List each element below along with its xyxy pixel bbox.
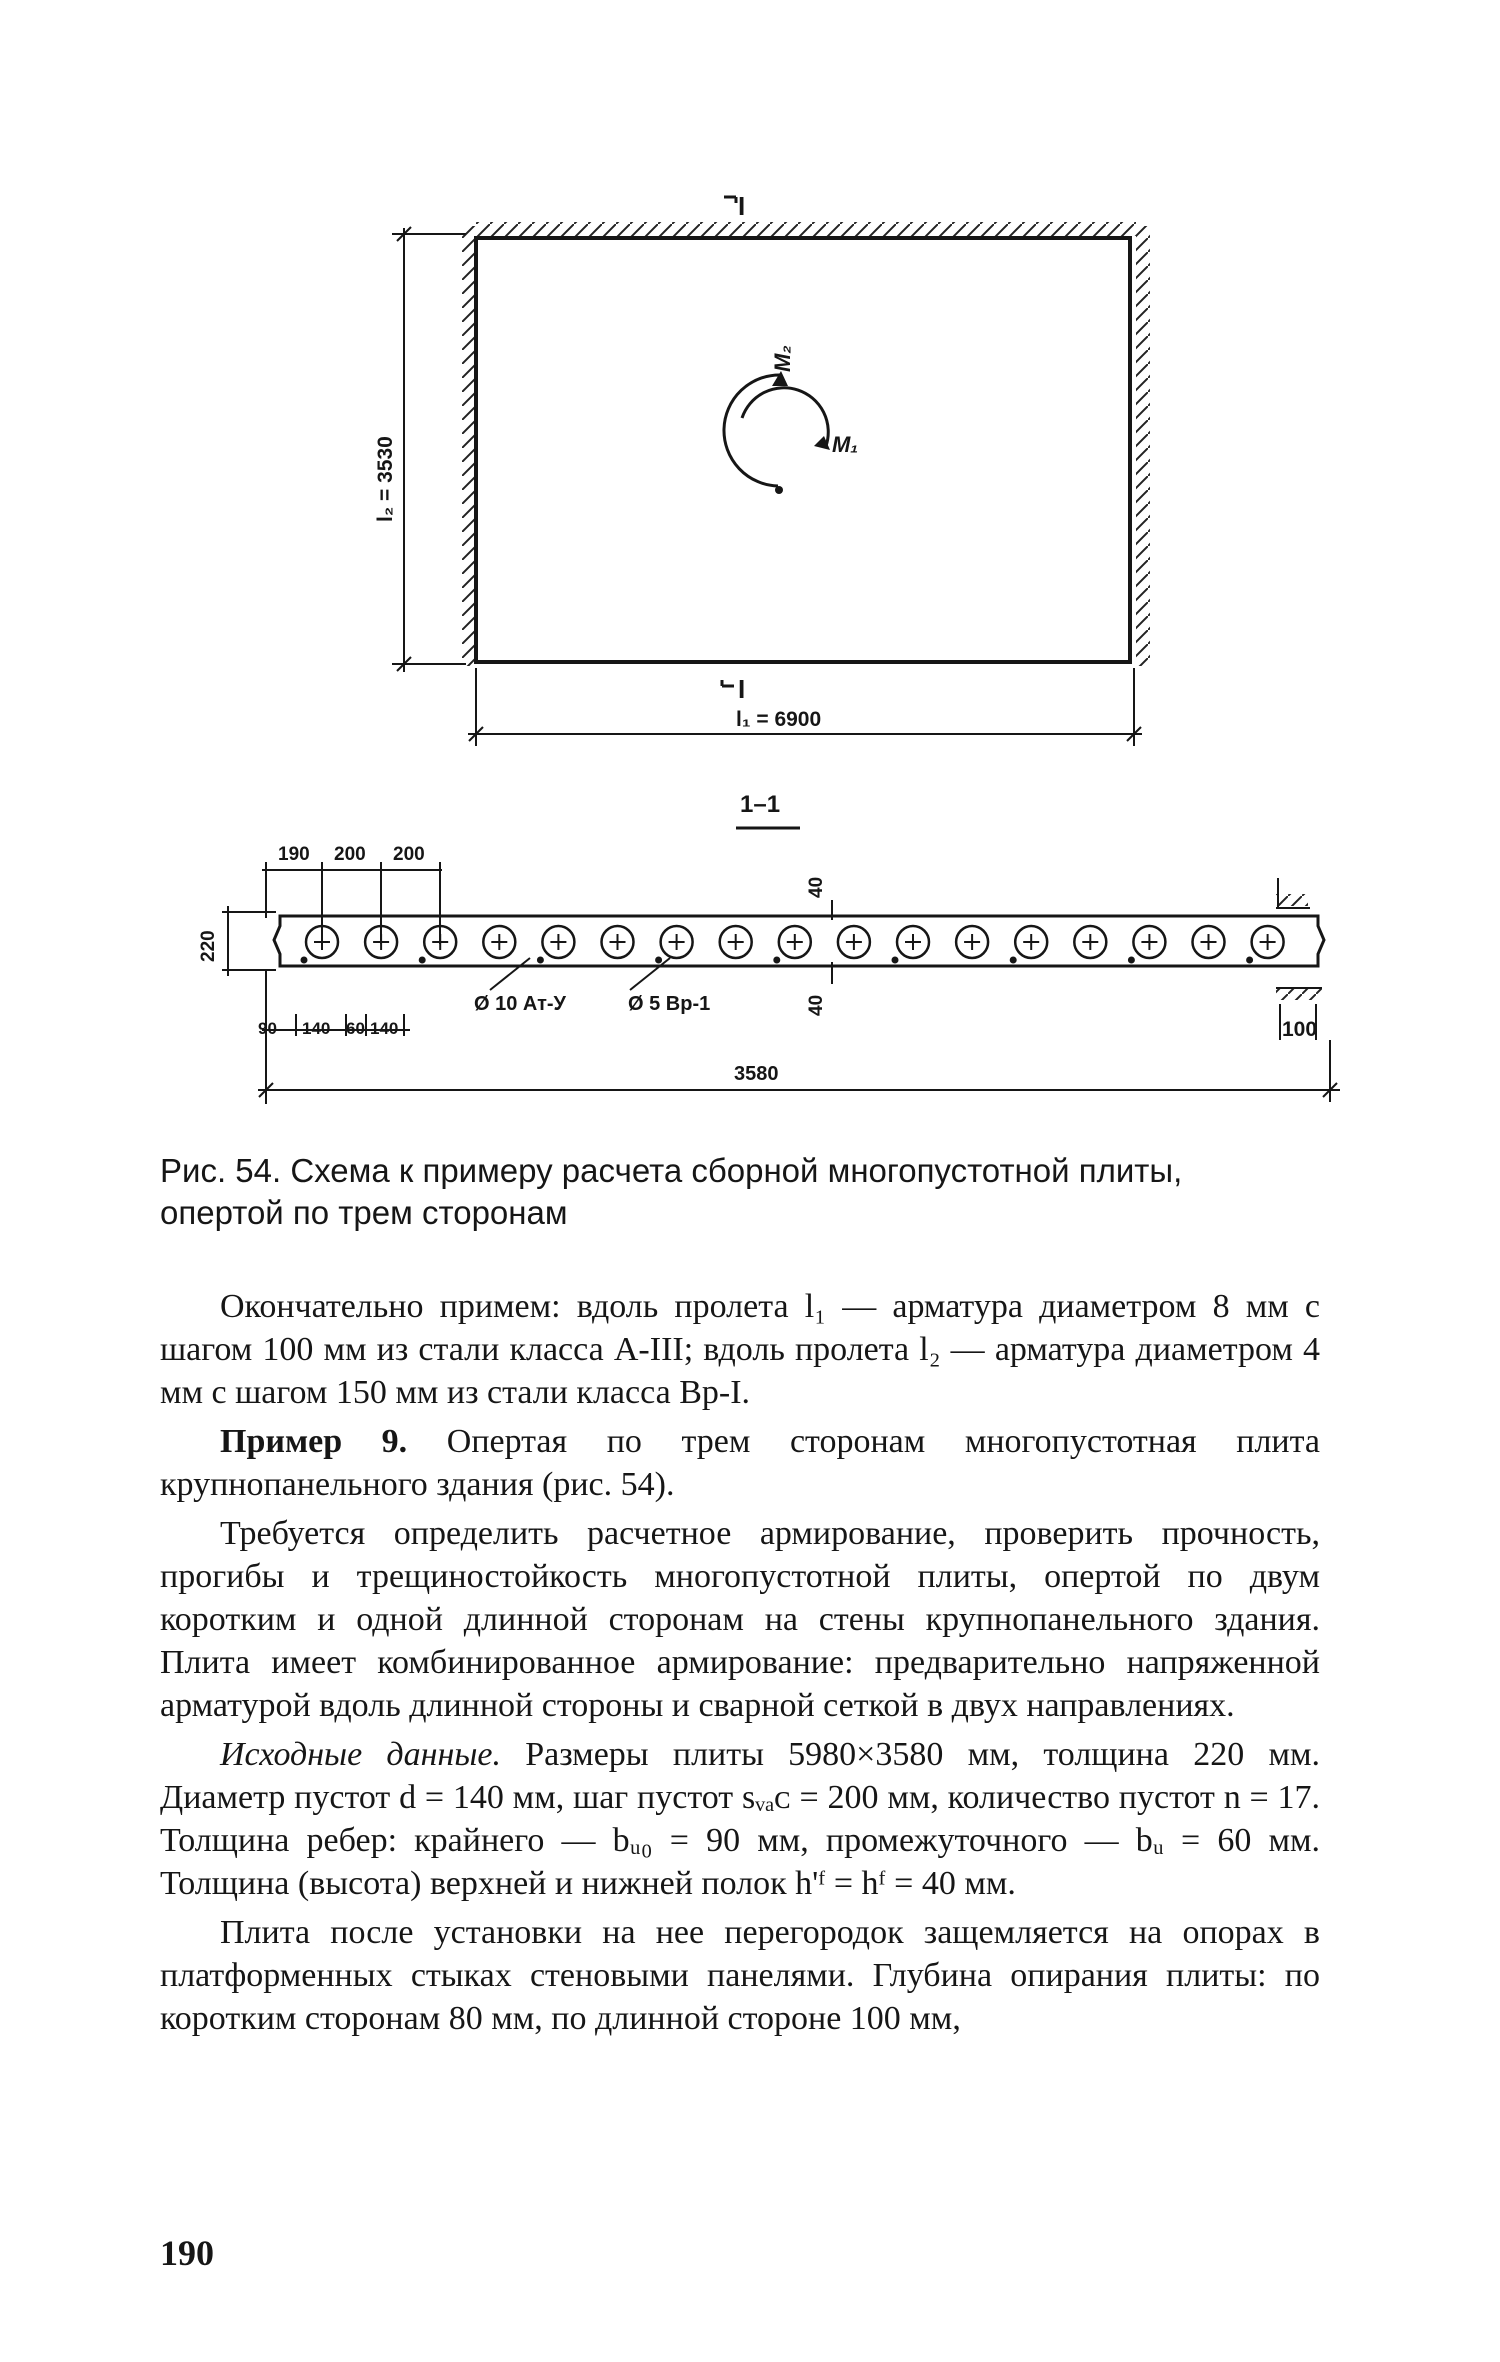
paragraph-5: Плита после установки на нее перегородок защемляется на опорах в платформенных стыках стеновыми панелями. Глубина опирания плиты: по коротким сторонам 80 мм, по длинной стороне 100 мм, (160, 1914, 1320, 2037)
hatch-top-support (476, 222, 1136, 236)
dim-support-label: 100 (1282, 1018, 1318, 1041)
figure-54 (0, 0, 1500, 1120)
dim-bottom-60: 60 (346, 1019, 365, 1038)
section-title: 1–1 (740, 791, 781, 818)
dim-support (1280, 1004, 1317, 1041)
dims-bottom-left (258, 970, 410, 1040)
void-4 (483, 926, 515, 958)
dim-l2-label: l₂ = 3530 (374, 436, 397, 522)
rebar-dot (301, 957, 308, 964)
hatch-right-support (1136, 226, 1150, 666)
rebar-dot (537, 957, 544, 964)
example-9-heading: Пример 9. (220, 1423, 408, 1460)
dim-top-200-b: 200 (393, 844, 425, 865)
section-mark-top-label: I (738, 191, 746, 221)
rebar-dot (892, 957, 899, 964)
dim-bottom-140-b: 140 (370, 1019, 399, 1038)
figure-caption (160, 1150, 1320, 1234)
dim-flange-top: 40 (806, 876, 827, 898)
dim-top-200-a: 200 (334, 844, 366, 865)
rebar-dot (1246, 957, 1253, 964)
section-mark-top (724, 191, 745, 221)
initial-data-heading: Исходные данные. (220, 1736, 501, 1773)
void-10 (838, 926, 870, 958)
plan-view (374, 191, 1150, 746)
rebar-dot (655, 957, 662, 964)
hatch-left-support (462, 226, 476, 666)
dim-l2 (374, 227, 466, 672)
dim-bottom-90: 90 (258, 1019, 277, 1038)
dim-l1-label: l₁ = 6900 (736, 708, 822, 731)
section-view (198, 791, 1340, 1104)
void-12 (956, 926, 988, 958)
dim-height-label: 220 (198, 930, 219, 962)
paragraph-4 (160, 1733, 1320, 1905)
paragraph-4-text: Размеры плиты 5980×3580 мм, толщина 220 мм. Диаметр пустот d = 140 мм, шаг пустот sᵥₐᴄ = 200 мм, количество пустот n = 17. Толщина ребер: крайнего — bᵤ₀ = 90 мм, промежуточного — bᵤ = 60 мм. Толщина (высота) верхней и нижней полок h'ᶠ = hᶠ = 40 мм. (160, 1736, 1320, 1902)
section-mark-bottom-label: I (738, 674, 746, 704)
rebar-dot (773, 957, 780, 964)
dim-total-width (258, 1040, 1340, 1104)
paragraph-2-text: Опертая по трем сторонам многопустотная плита крупнопанельного здания (рис. 54). (160, 1423, 1320, 1503)
dim-top-190: 190 (278, 844, 310, 865)
body-text (160, 1285, 1320, 2046)
rebar-main-label: Ø 10 Ат-У (474, 993, 566, 1015)
caption-line-2: опертой по трем сторонам (160, 1194, 568, 1231)
caption-line-1: Рис. 54. Схема к примеру расчета сборной многопустотной плиты, (160, 1152, 1183, 1189)
rebar-dot (419, 957, 426, 964)
dim-l1 (468, 668, 1142, 746)
slab-outline (476, 238, 1130, 662)
void-14 (1074, 926, 1106, 958)
moment-m2-label: M₂ (770, 345, 795, 372)
rebar-dot (1010, 957, 1017, 964)
paragraph-3: Требуется определить расчетное армирование, проверить прочность, прогибы и трещиностойкость многопустотной плиты, опертой по двум коротким и одной длинной сторонам на стены крупнопанельного здания. Плита имеет комбинированное армирование: предварительно напряженной арматурой вдоль длинной стороны и сварной сеткой в двух направлениях. (160, 1515, 1320, 1724)
page-number: 190 (160, 2233, 214, 2273)
void-16 (1193, 926, 1225, 958)
dim-height (198, 906, 276, 976)
moment-m1-label: M₁ (832, 432, 859, 457)
paragraph-2 (160, 1420, 1320, 1506)
rebar-mesh-label: Ø 5 Вр-1 (628, 993, 711, 1015)
hatch-support-top-right (1276, 894, 1308, 906)
dim-total-width-label: 3580 (734, 1063, 779, 1085)
dim-bottom-140-a: 140 (302, 1019, 331, 1038)
section-mark-bottom (722, 674, 745, 704)
void-6 (602, 926, 634, 958)
paragraph-1: Окончательно примем: вдоль пролета l₁ — арматура диаметром 8 мм с шагом 100 мм из стали класса А-III; вдоль пролета l₂ — арматура диаметром 4 мм с шагом 150 мм из стали класса Вр-I. (160, 1288, 1320, 1411)
void-8 (720, 926, 752, 958)
rebar-dot (1128, 957, 1135, 964)
dim-flange-bottom: 40 (806, 994, 827, 1016)
hatch-support-bottom-right (1276, 988, 1322, 1000)
